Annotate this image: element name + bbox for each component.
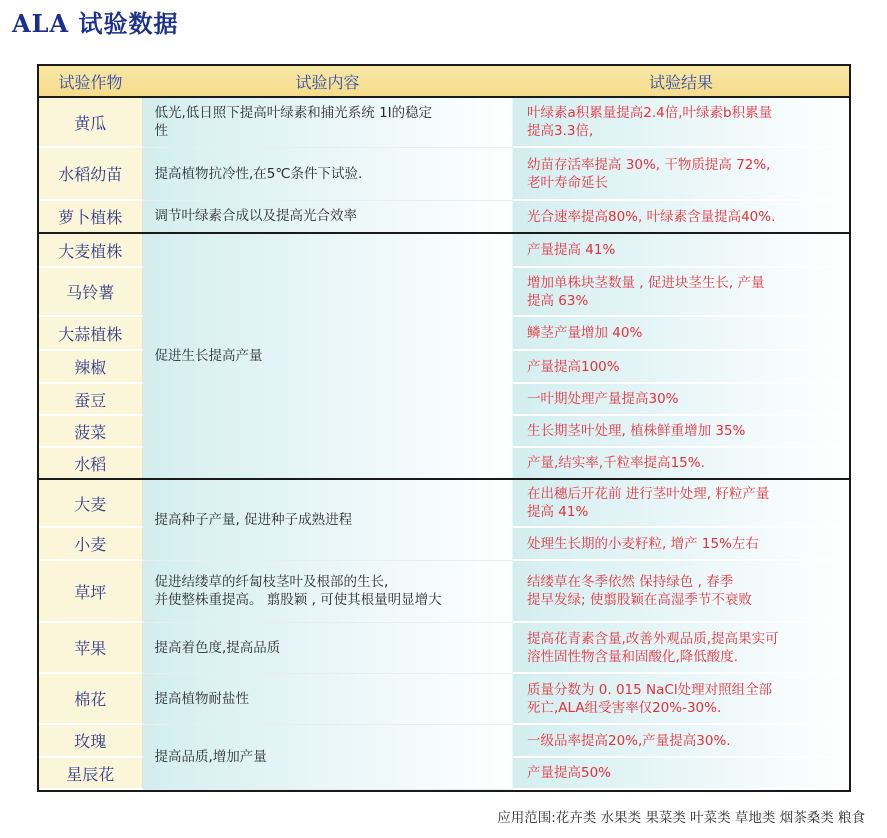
table-row — [39, 560, 849, 622]
table-row — [39, 200, 849, 233]
header-crop: 试验作物 — [39, 66, 142, 97]
crop-cell: 草坪 — [39, 560, 142, 622]
result-cell: 产量提高100% — [513, 350, 849, 383]
result-cell: 一叶期处理产量提高30% — [513, 383, 849, 415]
crop-cell: 菠菜 — [39, 415, 142, 447]
crop-cell: 马铃薯 — [39, 267, 142, 316]
header-result: 试验结果 — [513, 66, 849, 97]
content-cell: 促进生长提高产量 — [142, 233, 513, 479]
application-scope-footer: 应用范围:花卉类 水果类 果菜类 叶菜类 草地类 烟茶桑类 粮食 — [497, 810, 865, 826]
crop-cell: 萝卜植株 — [39, 200, 142, 233]
result-cell: 质量分数为 0. 015 NaCl处理对照组全部 死亡,ALA组受害率仅20%-30%. — [513, 673, 849, 724]
crop-cell: 小麦 — [39, 527, 142, 560]
result-cell: 增加单株块茎数量 , 促进块茎生长, 产量 提高 63% — [513, 267, 849, 316]
table-row — [39, 622, 849, 673]
result-cell: 产量提高50% — [513, 757, 849, 789]
table-header-row — [39, 66, 849, 97]
content-cell: 促进结缕草的纤匐枝茎叶及根部的生长, 并使整株重提高。 翦股颖 , 可使其根量明显增大 — [142, 560, 513, 622]
crop-cell: 水稻 — [39, 447, 142, 479]
crop-cell: 苹果 — [39, 622, 142, 673]
crop-cell: 星辰花 — [39, 757, 142, 789]
result-cell: 产量提高 41% — [513, 233, 849, 267]
table-row — [39, 673, 849, 724]
page-title: ALA 试验数据 — [12, 9, 179, 38]
content-cell: 提高植物耐盐性 — [142, 673, 513, 724]
crop-cell: 蚕豆 — [39, 383, 142, 415]
result-cell: 一级品率提高20%,产量提高30%. — [513, 724, 849, 757]
result-cell: 幼苗存活率提高 30%, 干物质提高 72%, 老叶寿命延长 — [513, 147, 849, 200]
result-cell: 在出穗后开花前 进行茎叶处理, 籽粒产量 提高 41% — [513, 479, 849, 527]
content-cell: 调节叶绿素合成以及提高光合效率 — [142, 200, 513, 233]
result-cell: 结缕草在冬季依然 保持绿色 , 春季 提早发绿; 使翦股颖在高湿季节不衰败 — [513, 560, 849, 622]
crop-cell: 大麦植株 — [39, 233, 142, 267]
content-cell: 低光,低日照下提高叶绿素和捕光系统 1I的稳定 性 — [142, 97, 513, 147]
result-cell: 叶绿素a积累量提高2.4倍,叶绿素b积累量 提高3.3倍, — [513, 97, 849, 147]
result-cell: 光合速率提高80%, 叶绿素含量提高40%. — [513, 200, 849, 233]
content-cell: 提高植物抗冷性,在5℃条件下试验. — [142, 147, 513, 200]
crop-cell: 辣椒 — [39, 350, 142, 383]
header-content: 试验内容 — [142, 66, 513, 97]
table-row — [39, 724, 849, 757]
crop-cell: 大麦 — [39, 479, 142, 527]
table-row — [39, 479, 849, 527]
result-cell: 生长期茎叶处理, 植株鲜重增加 35% — [513, 415, 849, 447]
crop-cell: 黄瓜 — [39, 97, 142, 147]
table-row — [39, 233, 849, 267]
result-cell: 提高花青素含量,改善外观品质,提高果实可 溶性固性物含量和固酸化,降低酸度. — [513, 622, 849, 673]
crop-cell: 大蒜植株 — [39, 316, 142, 350]
crop-cell: 水稻幼苗 — [39, 147, 142, 200]
data-table — [37, 64, 851, 792]
crop-cell: 玫瑰 — [39, 724, 142, 757]
result-cell: 处理生长期的小麦籽粒, 增产 15%左右 — [513, 527, 849, 560]
content-cell: 提高种子产量, 促进种子成熟进程 — [142, 479, 513, 560]
content-cell: 提高品质,增加产量 — [142, 724, 513, 789]
content-cell: 提高着色度,提高品质 — [142, 622, 513, 673]
result-cell: 产量,结实率,千粒率提高15%. — [513, 447, 849, 479]
result-cell: 鳞茎产量增加 40% — [513, 316, 849, 350]
crop-cell: 棉花 — [39, 673, 142, 724]
table-row — [39, 147, 849, 200]
table-row — [39, 97, 849, 147]
